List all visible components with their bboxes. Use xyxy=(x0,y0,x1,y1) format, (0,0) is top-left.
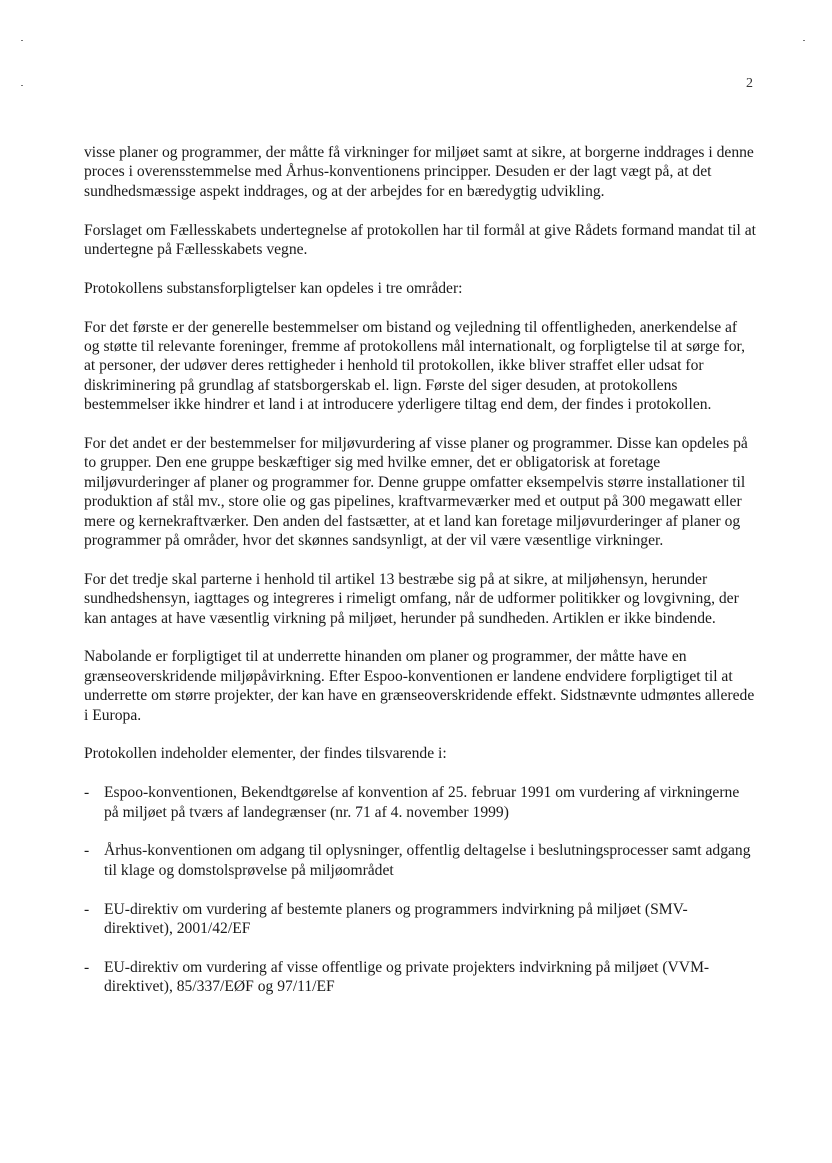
dash-bullet: - xyxy=(84,900,90,918)
paragraph-second-area: For det andet er der bestemmelser for miljøvurdering af visse planer og programmer. Disse kan opdeles på to grupper. Den ene gruppe beskæftiger sig med hvilke emner, det er obligatorisk at foretage miljøvurderinger af planer og programmer for. Denne gruppe omfatter eksempelvis større installationer til produktion af stål mv., store olie og gas pipelines, kraftvarmeværker med et output på 300 megawatt eller mere og kernekraftværker. Den anden del fastsætter, at et land kan foretage miljøvurderinger af planer og programmer på områder, hvor det skønnes sandsynligt, at der vil være væsentlige virkninger. xyxy=(84,435,748,550)
paragraph-elements-intro: Protokollen indeholder elementer, der findes tilsvarende i: xyxy=(84,745,447,763)
page-number: 2 xyxy=(746,76,753,91)
list-item-text: Århus-konventionen om adgang til oplysninger, offentlig deltagelse i beslutningsprocesser samt adgang til klage og domstolsprøvelse på miljøområdet xyxy=(104,842,751,879)
paragraph-intro: visse planer og programmer, der måtte få virkninger for miljøet samt at sikre, at borgerne inddrages i denne proces i overensstemmelse med Århus-konventionens principper. Desuden er der lagt vægt på, at det sundhedsmæssige aspekt inddrages, og at der arbejdes for en bæredygtig udvikling. xyxy=(84,144,754,200)
scan-speck xyxy=(803,40,805,41)
dash-bullet: - xyxy=(84,842,90,860)
list-item xyxy=(84,841,756,880)
paragraph-neighbouring-countries: Nabolande er forpligtiget til at underrette hinanden om planer og programmer, der måtte have en grænseoverskridende miljøpåvirkning. Efter Espoo-konventionen er landene endvidere forpligtiget til at underrette om større projekter, der kan have en grænseoverskridende effekt. Sidstnævnte udmøntes allerede i Europa. xyxy=(84,648,755,724)
list-item xyxy=(84,958,756,997)
reference-list xyxy=(84,783,756,996)
paragraph-third-area: For det tredje skal parterne i henhold til artikel 13 bestræbe sig på at sikre, at miljøhensyn, herunder sundhedshensyn, iagttages og integreres i rimeligt omfang, når de udformer politikker og lovgivning, der kan antages at have væsentlig virkning på miljøet, herunder på sundheden. Artiklen er ikke bindende. xyxy=(84,570,739,627)
list-item xyxy=(84,900,756,939)
list-item-text: Espoo-konventionen, Bekendtgørelse af konvention af 25. februar 1991 om vurdering af virkningerne på miljøet på tværs af landegrænser (nr. 71 af 4. november 1999) xyxy=(104,784,740,821)
paragraph-first-area: For det første er der generelle bestemmelser om bistand og vejledning til offentligheden, anerkendelse af og støtte til relevante foreninger, fremme af protokollens mål internationalt, og forpligtelse til at sørge for, at personer, der udøver deres rettigheder i henhold til protokollen, ikke bliver straffet eller udsat for diskriminering på grundlag af statsborgerskab el. lign. Første del siger desuden, at protokollens bestemmelser ikke hindrer et land i at introducere yderligere tiltag end dem, der findes i protokollen. xyxy=(84,318,745,414)
list-item xyxy=(84,783,756,822)
list-item-text: EU-direktiv om vurdering af bestemte planers og programmers indvirkning på miljøet (SMV-direktivet), 2001/42/EF xyxy=(104,900,688,938)
dash-bullet: - xyxy=(84,784,90,802)
scan-speck xyxy=(21,85,23,86)
paragraph-obligations-intro: Protokollens substansforpligtelser kan opdeles i tre områder: xyxy=(84,279,463,297)
list-item-text: EU-direktiv om vurdering af visse offentlige og private projekters indvirkning på miljøet (VVM-direktivet), 85/337/EØF og 97/11/EF xyxy=(104,958,710,996)
dash-bullet: - xyxy=(84,958,90,976)
scan-speck xyxy=(21,40,23,41)
paragraph-signature-purpose: Forslaget om Fællesskabets undertegnelse af protokollen har til formål at give Rådets formand mandat til at undertegne på Fællesskabets vegne. xyxy=(84,221,756,259)
document-body xyxy=(84,143,756,1016)
